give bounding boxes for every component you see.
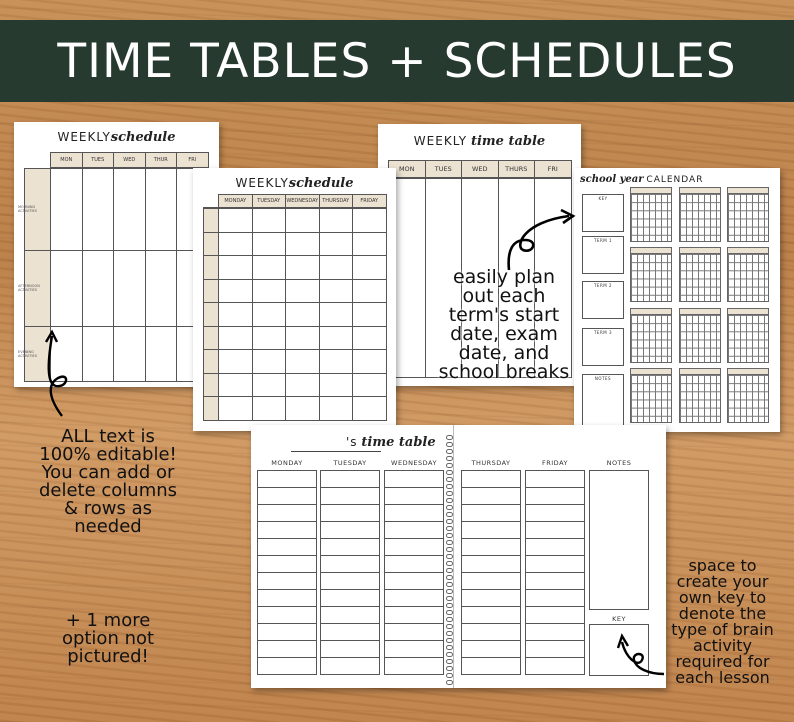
month-days-grid — [728, 315, 768, 362]
schedule-cell — [252, 302, 287, 327]
plan-terms-callout — [419, 268, 589, 382]
spiral-ring — [446, 526, 453, 531]
callout-line: denote the — [678, 604, 767, 623]
spiral-ring — [446, 554, 453, 559]
day-header: WEDNESDAY — [285, 194, 320, 208]
spiral-ring — [446, 477, 453, 482]
time-table-cell — [320, 640, 380, 658]
schedule-cell — [352, 302, 387, 327]
schedule-cell — [113, 326, 146, 382]
time-cell — [203, 208, 219, 233]
month-calendar — [630, 187, 672, 242]
time-table-cell — [525, 589, 585, 607]
time-table-cell — [461, 589, 521, 607]
page-title — [346, 435, 446, 450]
schedule-cell — [285, 349, 320, 374]
time-table-cell — [320, 555, 380, 573]
schedule-cell — [352, 396, 387, 421]
time-table-cell — [461, 572, 521, 590]
term-label: TERM 1 — [593, 238, 613, 243]
month-calendar — [679, 187, 721, 242]
time-table-cell — [257, 538, 317, 556]
month-calendar — [727, 247, 769, 302]
curly-arrow-icon — [503, 210, 583, 272]
notes-label: NOTES — [606, 459, 632, 467]
schedule-cell — [218, 396, 253, 421]
title-caps: WEEKLY — [235, 176, 289, 190]
time-cell — [203, 232, 219, 257]
callout-line: & rows as — [63, 498, 152, 519]
time-table-cell — [384, 504, 444, 522]
spiral-ring — [446, 463, 453, 468]
month-days-grid — [631, 375, 671, 422]
banner-title: TIME TABLES + SCHEDULES — [57, 33, 737, 89]
schedule-cell — [113, 168, 146, 251]
schedule-cell — [218, 349, 253, 374]
time-table-cell — [257, 487, 317, 505]
section-label: EVENING ACTIVITIES — [18, 349, 37, 358]
schedule-cell — [252, 326, 287, 351]
time-table-cell — [384, 538, 444, 556]
time-table-cell — [525, 538, 585, 556]
month-days-grid — [728, 254, 768, 301]
time-cell — [203, 279, 219, 304]
schedule-cell — [252, 396, 287, 421]
day-header: TUES — [425, 160, 463, 178]
schedule-cell — [218, 279, 253, 304]
day-label: FRIDAY — [542, 459, 568, 467]
day-header: MON — [50, 152, 83, 168]
schedule-cell — [50, 168, 83, 251]
schedule-cell — [113, 250, 146, 327]
callout-line: required for — [675, 652, 770, 671]
month-days-grid — [728, 194, 768, 241]
callout-line: easily plan — [452, 266, 556, 288]
spiral-ring — [446, 589, 453, 594]
spiral-ring — [446, 456, 453, 461]
callout-line: date, exam — [450, 323, 558, 345]
time-table-cell — [461, 640, 521, 658]
time-table-cell — [320, 572, 380, 590]
time-table-cell — [320, 521, 380, 539]
spiral-ring — [446, 624, 453, 629]
callout-line: option not — [61, 628, 155, 649]
time-table-cell — [257, 657, 317, 675]
callout-line: ALL text is — [61, 426, 155, 447]
spiral-ring — [446, 505, 453, 510]
schedule-cell — [352, 208, 387, 233]
spiral-ring — [446, 666, 453, 671]
title-caps: WEEKLY — [57, 130, 111, 144]
time-table-cell — [257, 589, 317, 607]
time-table-cell — [320, 538, 380, 556]
spiral-ring — [446, 484, 453, 489]
day-label: MONDAY — [271, 459, 303, 467]
time-table-cell — [384, 640, 444, 658]
section-label: MORNING ACTIVITIES — [18, 205, 37, 213]
month-days-grid — [631, 194, 671, 241]
schedule-cell — [319, 326, 354, 351]
page-title — [14, 130, 219, 145]
callout-line: space to — [688, 556, 757, 575]
callout-line: pictured! — [67, 646, 149, 667]
time-table-cell — [320, 657, 380, 675]
title-caps: WEEKLY — [413, 134, 468, 148]
time-table-cell — [257, 640, 317, 658]
schedule-cell — [319, 302, 354, 327]
callout-line: activity — [693, 636, 752, 655]
schedule-cell — [145, 250, 178, 327]
key-space-callout — [655, 558, 790, 686]
spiral-ring — [446, 561, 453, 566]
term-label: TERM 3 — [593, 330, 613, 335]
month-calendar — [679, 368, 721, 423]
callout-line: term's start — [448, 304, 560, 326]
time-table-cell — [384, 470, 444, 488]
time-table-cell — [461, 623, 521, 641]
time-table-cell — [525, 657, 585, 675]
day-label: TUESDAY — [333, 459, 367, 467]
schedule-cell — [252, 349, 287, 374]
spiral-ring — [446, 575, 453, 580]
month-days-grid — [680, 254, 720, 301]
day-header: TUES — [82, 152, 115, 168]
spiral-ring — [446, 603, 453, 608]
title-script: schedule — [288, 176, 354, 191]
callout-line: own key to — [678, 588, 767, 607]
time-table-cell — [461, 470, 521, 488]
schedule-cell — [285, 302, 320, 327]
time-table-cell — [384, 572, 444, 590]
time-table-cell — [461, 657, 521, 675]
month-calendar — [679, 308, 721, 363]
time-table-cell — [525, 623, 585, 641]
day-header: WED — [461, 160, 499, 178]
time-table-cell — [320, 606, 380, 624]
schedule-cell — [218, 255, 253, 280]
day-header: THUR — [145, 152, 178, 168]
term-label: TERM 2 — [593, 283, 613, 288]
schedule-cell — [218, 302, 253, 327]
time-table-cell — [461, 504, 521, 522]
schedule-cell — [285, 255, 320, 280]
spiral-ring — [446, 631, 453, 636]
day-label: THURSDAY — [471, 459, 511, 467]
schedule-cell — [352, 373, 387, 398]
spiral-ring — [446, 610, 453, 615]
time-table-cell — [257, 521, 317, 539]
callout-line: + 1 more — [65, 610, 151, 631]
title-script: time table — [470, 134, 546, 149]
time-table-cell — [384, 657, 444, 675]
month-days-grid — [680, 315, 720, 362]
time-table-cell — [525, 606, 585, 624]
time-table-cell — [525, 521, 585, 539]
month-calendar — [630, 247, 672, 302]
title-script: school year — [580, 174, 644, 185]
spiral-ring — [446, 449, 453, 454]
time-table-cell — [320, 623, 380, 641]
month-calendar — [727, 308, 769, 363]
day-header: MON — [388, 160, 426, 178]
spiral-ring — [446, 547, 453, 552]
page-title — [193, 176, 396, 191]
month-days-grid — [631, 315, 671, 362]
time-table-cell — [384, 487, 444, 505]
schedule-cell — [252, 232, 287, 257]
time-table-cell — [257, 606, 317, 624]
day-header: FRI — [176, 152, 209, 168]
time-cell — [203, 373, 219, 398]
spiral-ring — [446, 645, 453, 650]
month-days-grid — [728, 375, 768, 422]
spiral-ring — [446, 533, 453, 538]
schedule-cell — [352, 255, 387, 280]
schedule-cell — [252, 208, 287, 233]
callout-line: 100% editable! — [39, 444, 177, 465]
time-table-cell — [525, 555, 585, 573]
spiral-ring — [446, 519, 453, 524]
curly-arrow-icon — [618, 634, 668, 678]
title-script: time table — [361, 435, 436, 450]
weekly-schedule-page-2 — [193, 168, 396, 431]
schedule-cell — [285, 373, 320, 398]
curly-arrow-icon — [40, 330, 80, 420]
schedule-cell — [252, 279, 287, 304]
spiral-ring — [446, 470, 453, 475]
time-table-cell — [257, 470, 317, 488]
day-header: FRI — [534, 160, 572, 178]
callout-line: type of brain — [671, 620, 774, 639]
schedule-cell — [50, 250, 83, 327]
schedule-cell — [285, 396, 320, 421]
time-table-cell — [257, 555, 317, 573]
spiral-ring — [446, 673, 453, 678]
schedule-cell — [352, 279, 387, 304]
callout-line: school breaks — [438, 361, 570, 383]
month-days-grid — [680, 375, 720, 422]
schedule-cell — [319, 232, 354, 257]
time-table-cell — [461, 487, 521, 505]
time-table-cell — [384, 606, 444, 624]
month-days-grid — [631, 254, 671, 301]
schedule-cell — [319, 373, 354, 398]
schedule-cell — [145, 168, 178, 251]
spiral-time-table-page — [251, 425, 666, 688]
schedule-cell — [82, 250, 115, 327]
schedule-cell — [218, 326, 253, 351]
day-header: THURSDAY — [319, 194, 354, 208]
time-table-cell — [525, 640, 585, 658]
spiral-binding-line — [453, 425, 454, 688]
spiral-ring — [446, 680, 453, 685]
schedule-cell — [352, 326, 387, 351]
time-table-cell — [525, 470, 585, 488]
month-calendar — [630, 368, 672, 423]
spiral-ring — [446, 540, 453, 545]
month-calendar — [679, 247, 721, 302]
callout-line: date, and — [458, 342, 550, 364]
schedule-cell — [82, 326, 115, 382]
page-title — [378, 134, 581, 149]
term-label: KEY — [598, 196, 608, 201]
time-cell — [203, 349, 219, 374]
schedule-cell — [285, 208, 320, 233]
spiral-ring — [446, 617, 453, 622]
term-label: NOTES — [594, 376, 612, 381]
more-option-callout — [48, 612, 168, 666]
spiral-ring — [446, 659, 453, 664]
schedule-cell — [82, 168, 115, 251]
schedule-cell — [252, 255, 287, 280]
title-script: schedule — [110, 130, 176, 145]
spiral-ring — [446, 582, 453, 587]
schedule-cell — [285, 232, 320, 257]
callout-line: You can add or — [41, 462, 175, 483]
schedule-cell — [285, 326, 320, 351]
time-table-cell — [257, 623, 317, 641]
time-table-cell — [461, 538, 521, 556]
time-table-cell — [384, 521, 444, 539]
schedule-cell — [319, 255, 354, 280]
callout-line: out each — [462, 285, 546, 307]
day-header: THURS — [498, 160, 536, 178]
spiral-ring — [446, 652, 453, 657]
schedule-cell — [319, 349, 354, 374]
schedule-cell — [319, 279, 354, 304]
day-header: WED — [113, 152, 146, 168]
time-table-cell — [320, 504, 380, 522]
time-table-cell — [257, 572, 317, 590]
title-suffix: 's — [346, 435, 358, 449]
schedule-cell — [145, 326, 178, 382]
spiral-ring — [446, 568, 453, 573]
editable-callout — [28, 428, 188, 536]
time-table-cell — [384, 623, 444, 641]
time-table-cell — [461, 606, 521, 624]
schedule-cell — [218, 208, 253, 233]
schedule-cell — [218, 232, 253, 257]
time-table-cell — [461, 521, 521, 539]
time-table-cell — [320, 470, 380, 488]
section-label: AFTERNOON ACTIVITIES — [18, 284, 40, 292]
day-header: MONDAY — [218, 194, 253, 208]
time-cell — [203, 302, 219, 327]
schedule-cell — [352, 349, 387, 374]
day-label: WEDNESDAY — [391, 459, 437, 467]
key-label: KEY — [612, 615, 626, 623]
spiral-ring — [446, 638, 453, 643]
school-year-calendar-page — [574, 168, 780, 432]
spiral-ring — [446, 596, 453, 601]
title-caps: CALENDAR — [646, 175, 704, 185]
time-table-cell — [257, 504, 317, 522]
callout-line: needed — [74, 516, 142, 537]
time-table-cell — [525, 504, 585, 522]
time-table-cell — [525, 572, 585, 590]
time-cell — [203, 255, 219, 280]
day-header: TUESDAY — [252, 194, 287, 208]
schedule-cell — [352, 232, 387, 257]
spiral-ring — [446, 498, 453, 503]
spiral-ring — [446, 435, 453, 440]
day-header: FRIDAY — [352, 194, 387, 208]
time-cell — [203, 326, 219, 351]
month-days-grid — [680, 194, 720, 241]
time-table-cell — [525, 487, 585, 505]
title-banner — [0, 20, 794, 102]
page-title — [574, 174, 780, 185]
callout-line: each lesson — [675, 668, 770, 687]
month-calendar — [630, 308, 672, 363]
time-table-cell — [320, 487, 380, 505]
month-calendar — [727, 368, 769, 423]
callout-line: delete columns — [38, 480, 178, 501]
callout-line: create your — [676, 572, 769, 591]
notes-box — [589, 470, 649, 610]
time-table-cell — [320, 589, 380, 607]
schedule-cell — [285, 279, 320, 304]
month-calendar — [727, 187, 769, 242]
spiral-ring — [446, 442, 453, 447]
schedule-cell — [252, 373, 287, 398]
schedule-cell — [319, 208, 354, 233]
time-cell — [203, 396, 219, 421]
schedule-cell — [319, 396, 354, 421]
schedule-cell — [218, 373, 253, 398]
time-table-cell — [384, 555, 444, 573]
time-table-cell — [384, 589, 444, 607]
time-table-cell — [461, 555, 521, 573]
name-line — [291, 451, 381, 452]
spiral-ring — [446, 491, 453, 496]
spiral-ring — [446, 512, 453, 517]
